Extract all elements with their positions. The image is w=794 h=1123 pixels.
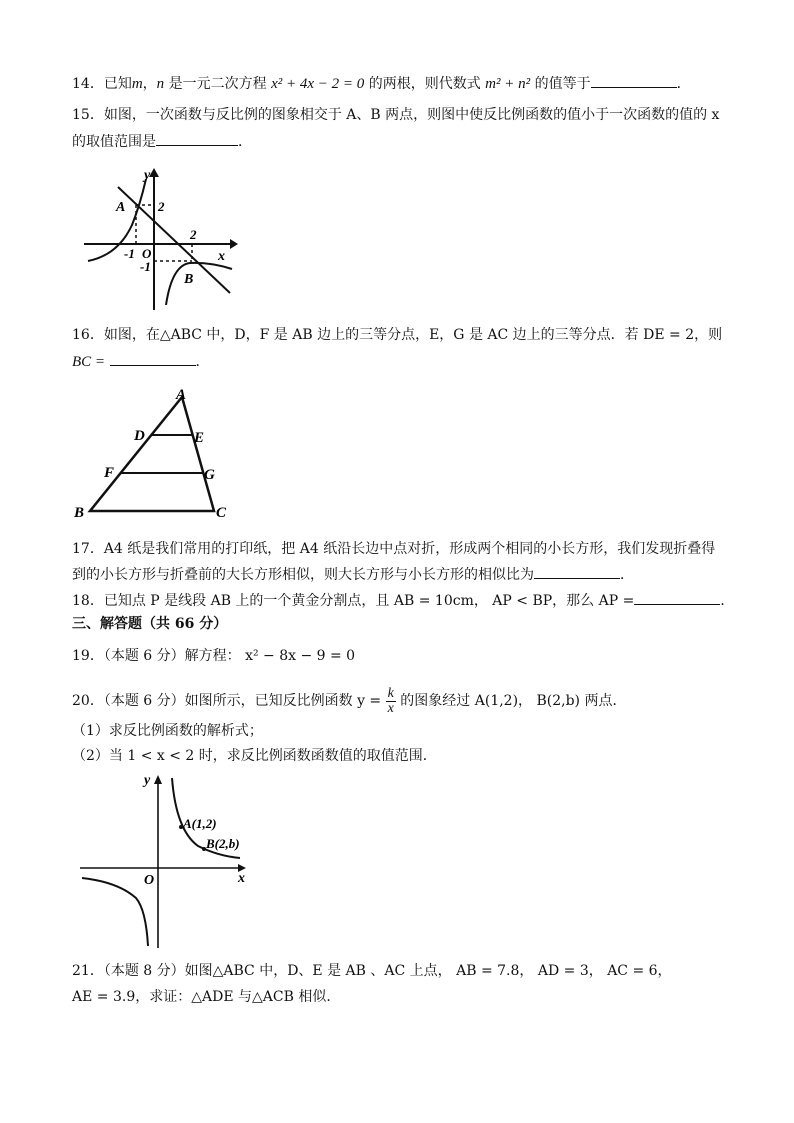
q20-label-x: x [238, 871, 245, 886]
q15-label-x: x [218, 249, 225, 264]
q20-frac-den: x [387, 700, 394, 716]
q21-line-2: AE = 3.9，求证：△ADE 与△ACB 相似． [72, 989, 341, 1005]
question-19: 19．（本题 6 分）解方程： x² − 8x − 9 = 0 [72, 648, 356, 664]
q20-line-1 [72, 686, 724, 716]
question-18: 18．已知点 P 是线段 AB 上的一个黄金分割点，且 AB = 10cm， AP < BP，那么 AP = ． [72, 590, 724, 611]
q20-text-2: 的图象经过 A(1,2)， B(2,b) 两点． [395, 693, 627, 709]
q16-label-E: E [194, 430, 205, 446]
q15-label-neg1y: -1 [140, 259, 151, 274]
q16-label-A: A [176, 387, 187, 403]
q15-figure [80, 165, 240, 315]
q17-line-2: 到的小长方形与折叠前的大长方形相似，则大长方形与小长方形的相似比为 ． [72, 564, 724, 585]
q16-label-D: D [134, 428, 145, 444]
q15-answer-blank[interactable] [156, 131, 238, 146]
q16-line-1: 16．如图，在△ABC 中，D，F 是 AB 边上的三等分点，E，G 是 AC 边上的三等分点．若 DE = 2，则 [72, 327, 723, 343]
q21-line-1: 21．（本题 8 分）如图△ABC 中，D、E 是 AB 、AC 上点， AB = 7.8， AD = 3， AC = 6， [72, 963, 672, 979]
q16-triangle-figure [70, 385, 240, 525]
q17-text: 到的小长方形与折叠前的大长方形相似，则大长方形与小长方形的相似比为 [72, 567, 534, 583]
q20-sub-2: （2）当 1 < x < 2 时，求反比例函数函数值的取值范围． [72, 748, 437, 764]
q15-text: 的取值范围是 [72, 134, 156, 150]
q15-label-B: B [184, 272, 194, 287]
q16-label-G: G [204, 467, 215, 483]
q16-label-C: C [216, 505, 227, 521]
q20-frac-num: k [387, 685, 394, 701]
q16-line-2: BC = ． [72, 351, 724, 372]
q20-label-O: O [144, 873, 155, 888]
q15-label-neg1x: -1 [124, 246, 135, 261]
q14-text-2: 的两根，则代数式 [364, 76, 486, 92]
q20-label-B: B(2,b) [206, 836, 240, 851]
q15-label-2y: 2 [158, 199, 165, 214]
q14-text: 是一元二次方程 [164, 76, 272, 92]
q16-answer-blank[interactable] [110, 351, 196, 366]
q15-label-A: A [116, 200, 126, 215]
q15-label-O: O [142, 246, 152, 261]
q20-label-A: A(1,2) [183, 816, 217, 831]
q20-label-y: y [144, 773, 151, 788]
q20-figure [78, 770, 250, 950]
q17-answer-blank[interactable] [534, 564, 620, 579]
q14-expression: m² + n² [485, 76, 531, 92]
q17-line-1: 17．A4 纸是我们常用的打印纸，把 A4 纸沿长边中点对折，形成两个相同的小长方形，我们发现折叠得 [72, 541, 716, 557]
q14-text-3: 的值等于 [530, 76, 591, 92]
q14-var-m: m [131, 76, 143, 92]
q15-label-2x: 2 [190, 227, 197, 242]
q16-text: BC = [72, 354, 106, 370]
q15-line-1: 15．如图，一次函数与反比例的图象相交于 A、B 两点，则图中使反比例函数的值小于一次函数的值的 x [72, 107, 720, 123]
q20-fraction [386, 687, 396, 716]
q15-line-2: 的取值范围是 ． [72, 131, 724, 152]
question-14: 14．已知m，n 是一元二次方程 x² + 4x − 2 = 0 的两根，则代数式 m² + n² 的值等于 ． [72, 73, 724, 94]
q16-label-F: F [104, 465, 115, 481]
section-3-heading: 三、解答题（共 66 分） [72, 616, 228, 632]
q14-equation: x² + 4x − 2 = 0 [271, 76, 365, 92]
q15-label-y: y [144, 168, 151, 183]
q14-sep: ， [142, 76, 157, 92]
q20-text: 20．（本题 6 分）如图所示，已知反比例函数 y = [72, 693, 382, 709]
q14-number: 14．已知 [72, 76, 132, 92]
q18-text: 18．已知点 P 是线段 AB 上的一个黄金分割点，且 AB = 10cm， AP < BP，那么 AP = [72, 593, 635, 609]
q14-answer-blank[interactable] [591, 73, 677, 88]
q18-answer-blank[interactable] [634, 590, 720, 605]
q20-sub-1: （1）求反比例函数的解析式； [72, 723, 263, 739]
q16-label-B: B [74, 505, 85, 521]
q14-var-n: n [156, 76, 165, 92]
